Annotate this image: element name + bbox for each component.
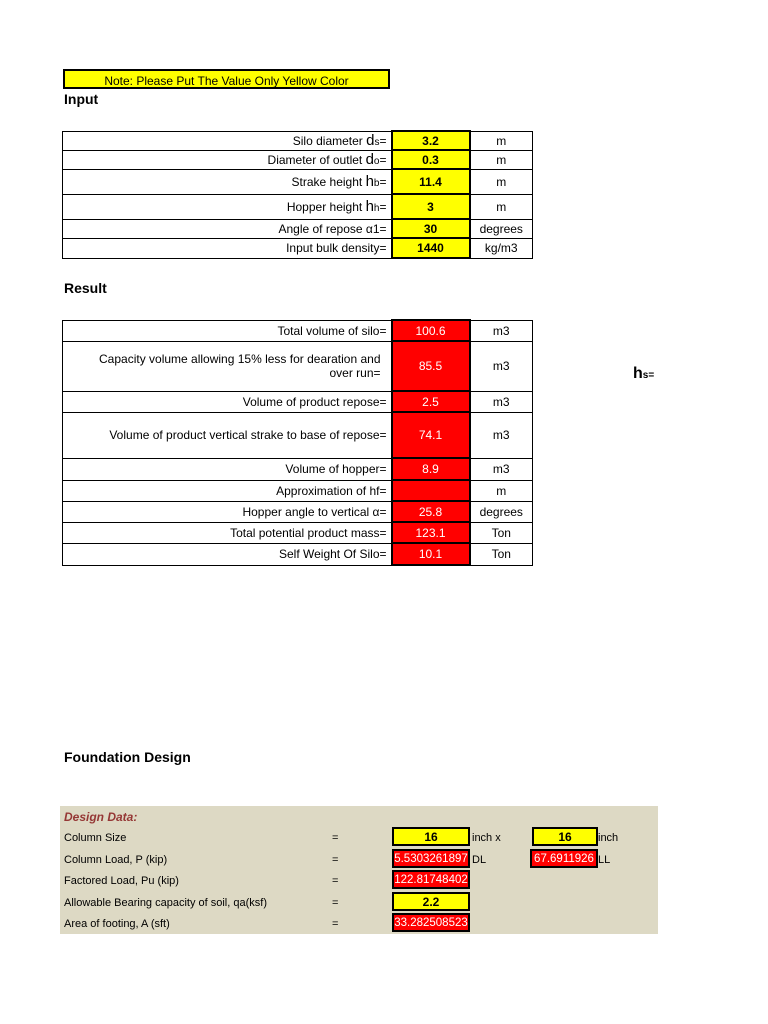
column-load-label: Column Load, P (kip) (64, 854, 168, 866)
result-row (63, 522, 533, 543)
result-value: 10.1 (392, 543, 470, 565)
result-label: Self Weight Of Silo= (63, 543, 392, 565)
ll-unit: LL (598, 854, 611, 866)
result-value: 2.5 (392, 391, 470, 412)
equals-sign: = (332, 875, 339, 887)
result-label: Hopper angle to vertical α= (63, 501, 392, 522)
result-unit: Ton (470, 543, 533, 565)
input-row-outlet-diameter (63, 150, 533, 169)
dl-unit: DL (472, 854, 487, 866)
subscript: s (642, 370, 649, 381)
result-unit: m3 (470, 391, 533, 412)
input-value-outlet-diameter[interactable]: 0.3 (392, 150, 470, 169)
input-label (63, 194, 392, 219)
subscript: b (373, 178, 380, 189)
result-value: 123.1 (392, 522, 470, 543)
input-label: Angle of repose α1= (63, 219, 392, 238)
column-load-dl-value: 5.5303261897 (392, 849, 470, 868)
input-label: Input bulk density= (63, 238, 392, 258)
input-unit: m (470, 194, 533, 219)
input-row-silo-diameter (63, 131, 533, 150)
result-unit: m3 (470, 458, 533, 480)
result-row (63, 391, 533, 412)
input-label (63, 169, 392, 194)
equals: = (379, 175, 387, 189)
symbol: h (365, 173, 374, 190)
result-unit: m (470, 480, 533, 501)
factored-load-value: 122.81748402 (392, 870, 470, 889)
foundation-title: Foundation Design (64, 749, 191, 765)
column-size-label: Column Size (64, 832, 127, 844)
column-size-x-unit: inch x (472, 832, 501, 844)
equals: = (379, 134, 387, 148)
result-title: Result (64, 280, 107, 296)
equals-sign: = (332, 832, 339, 844)
input-value-strake-height[interactable]: 11.4 (392, 169, 470, 194)
input-unit: m (470, 169, 533, 194)
result-value: 85.5 (392, 341, 470, 391)
column-size-y-input[interactable]: 16 (532, 827, 598, 846)
design-data-title: Design Data: (64, 810, 138, 824)
bearing-capacity-input[interactable]: 2.2 (392, 892, 470, 911)
label-text: Silo diameter (292, 134, 367, 148)
input-value-hopper-height[interactable]: 3 (392, 194, 470, 219)
column-size-y-unit: inch (598, 832, 619, 844)
result-label: Total volume of silo= (63, 320, 392, 341)
result-label: Approximation of hf= (63, 480, 392, 501)
column-size-x-input[interactable]: 16 (392, 827, 470, 846)
equals-sign: = (332, 897, 339, 909)
label-text: Strake height (291, 175, 366, 189)
result-unit: degrees (470, 501, 533, 522)
result-row (63, 501, 533, 522)
input-title: Input (64, 91, 99, 107)
note-banner: Note: Please Put The Value Only Yellow Color (63, 69, 390, 89)
input-label (63, 150, 392, 169)
input-label (63, 131, 392, 150)
equals-sign: = (332, 854, 339, 866)
result-label: Volume of hopper= (63, 458, 392, 480)
result-value: 25.8 (392, 501, 470, 522)
footing-area-value: 33.282508523 (392, 913, 470, 932)
result-row (63, 543, 533, 565)
result-label: Total potential product mass= (63, 522, 392, 543)
factored-load-label: Factored Load, Pu (kip) (64, 875, 179, 887)
label-text: Hopper height (286, 200, 366, 214)
result-unit: Ton (470, 522, 533, 543)
result-label: Volume of product vertical strake to base of repose= (63, 412, 392, 458)
input-row-hopper-height (63, 194, 533, 219)
input-value-silo-diameter[interactable]: 3.2 (392, 131, 470, 150)
input-unit: kg/m3 (470, 238, 533, 258)
result-unit: m3 (470, 320, 533, 341)
result-unit: m3 (470, 341, 533, 391)
column-load-ll-value: 67.6911926 (530, 849, 598, 868)
hs-label (633, 365, 654, 383)
symbol: d (365, 151, 374, 168)
input-unit: m (470, 131, 533, 150)
result-unit: m3 (470, 412, 533, 458)
result-label: Volume of product repose= (63, 391, 392, 412)
footing-area-label: Area of footing, A (sft) (64, 918, 170, 930)
result-value (392, 480, 470, 501)
result-label: Capacity volume allowing 15% less for dearation and over run= (63, 341, 392, 391)
result-value: 8.9 (392, 458, 470, 480)
result-row (63, 320, 533, 341)
input-value-bulk-density[interactable]: 1440 (392, 238, 470, 258)
input-unit: degrees (470, 219, 533, 238)
equals-sign: = (332, 918, 339, 930)
input-unit: m (470, 150, 533, 169)
subscript: h (373, 203, 380, 214)
result-value: 74.1 (392, 412, 470, 458)
subscript: s (374, 137, 380, 148)
input-value-angle-of-repose[interactable]: 30 (392, 219, 470, 238)
symbol: h (633, 365, 643, 382)
symbol: h (365, 198, 374, 215)
result-value: 100.6 (392, 320, 470, 341)
equals: = (379, 200, 387, 214)
result-row (63, 412, 533, 458)
equals: = (379, 153, 387, 167)
input-row-strake-height (63, 169, 533, 194)
result-row (63, 480, 533, 501)
input-row-bulk-density (63, 238, 533, 258)
input-table (62, 130, 533, 259)
label-text: Diameter of outlet (267, 153, 366, 167)
result-table (62, 319, 533, 566)
design-data-panel (60, 806, 658, 934)
result-row (63, 341, 533, 391)
symbol: d (366, 132, 375, 149)
input-row-angle-of-repose (63, 219, 533, 238)
equals: = (648, 370, 655, 381)
subscript: o (373, 156, 380, 167)
result-row (63, 458, 533, 480)
bearing-capacity-label: Allowable Bearing capacity of soil, qa(ksf) (64, 897, 267, 909)
